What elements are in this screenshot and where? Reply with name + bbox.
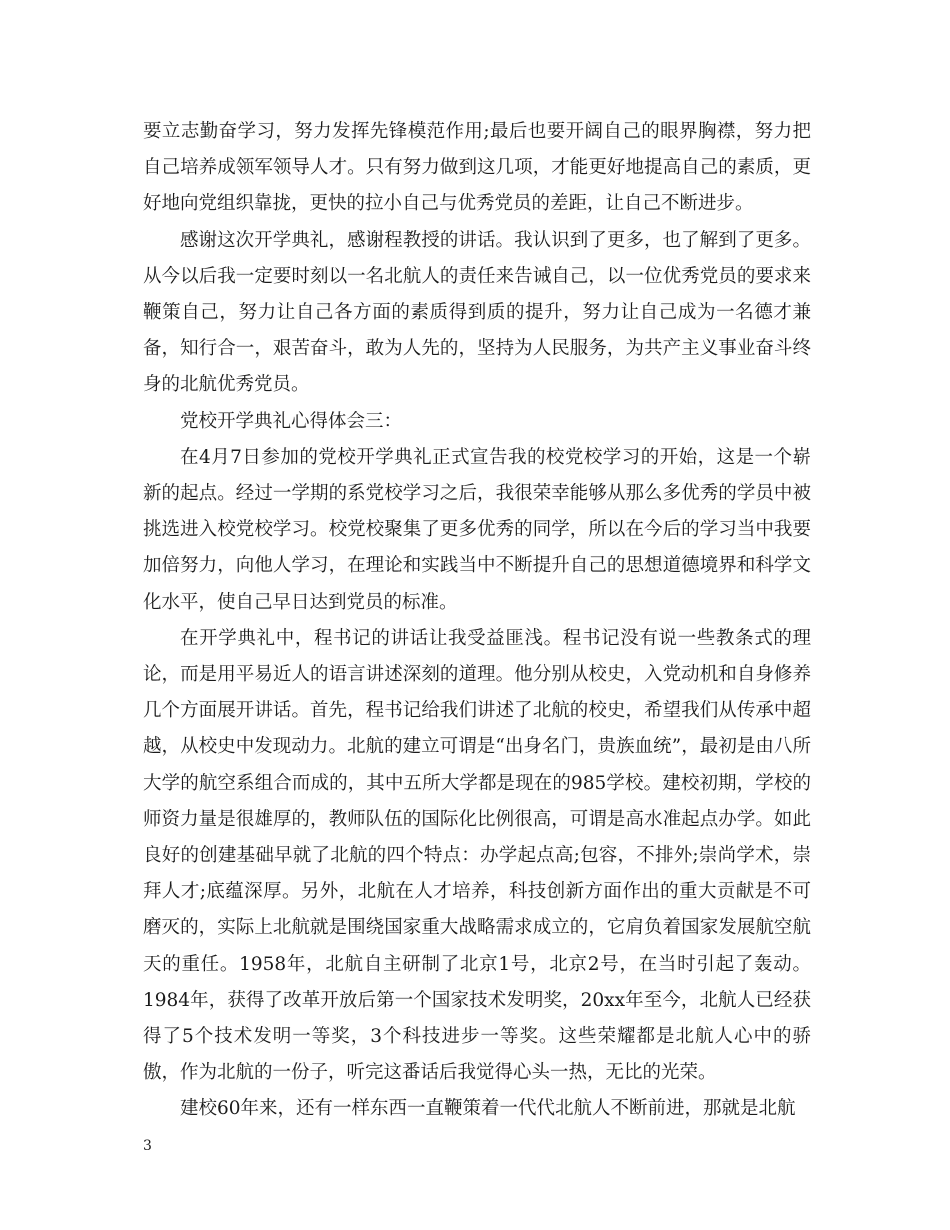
section-heading: 党校开学典礼心得体会三： (180, 410, 403, 432)
paragraph-opening: 在4月7日参加的党校开学典礼正式宣告我的校党校学习的开始，这是一个崭新的起点。经过一学期的系党校学习之后，我很荣幸能够从那么多优秀的学员中被挑选进入校党校学习。校党校聚集了更多优秀的同学，所以在今后的学习当中我要加倍努力，向他人学习，在理论和实践当中不断提升自己的思想道德境界和科学文化水平，使自己早日达到党员的标准。 (143, 446, 811, 613)
paragraph-sixty-years: 建校60年来，还有一样东西一直鞭策着一代代北航人不断前进，那就是北航 (180, 1098, 796, 1120)
paragraph-thanks: 感谢这次开学典礼，感谢程教授的讲话。我认识到了更多，也了解到了更多。从今以后我一定要时刻以一名北航人的责任来告诫自己，以一位优秀党员的要求来鞭策自己，努力让自己各方面的素质得到质的提升，努力让自己成为一名德才兼备，知行合一，艰苦奋斗，敢为人先的，坚持为人民服务，为共产主义事业奋斗终身的北航优秀党员。 (143, 229, 811, 396)
body-text (143, 114, 811, 1128)
page-number: 3 (143, 1138, 152, 1154)
paragraph-speech: 在开学典礼中，程书记的讲话让我受益匪浅。程书记没有说一些教条式的理论，而是用平易近人的语言讲述深刻的道理。他分别从校史，入党动机和自身修养几个方面展开讲话。首先，程书记给我们讲述了北航的校史，希望我们从传承中超越，从校史中发现动力。北航的建立可谓是“出身名门，贵族血统”，最初是由八所大学的航空系组合而成的，其中五所大学都是现在的985学校。建校初期，学校的师资力量是很雄厚的，教师队伍的国际化比例很高，可谓是高水准起点办学。如此良好的创建基础早就了北航的四个特点：办学起点高;包容，不排外;崇尚学术，崇拜人才;底蕴深厚。另外，北航在人才培养，科技创新方面作出的重大贡献是不可磨灭的，实际上北航就是围绕国家重大战略需求成立的，它肩负着国家发展航空航天的重任。1958年，北航自主研制了北京1号，北京2号，在当时引起了轰动。1984年，获得了改革开放后第一个国家技术发明奖，20xx年至今，北航人已经获得了5个技术发明一等奖，3个科技进步一等奖。这些荣耀都是北航人心中的骄傲，作为北航的一份子，听完这番话后我觉得心头一热，无比的光荣。 (143, 627, 811, 1084)
paragraph-continuation: 要立志勤奋学习，努力发挥先锋模范作用;最后也要开阔自己的眼界胸襟，努力把自己培养成领军领导人才。只有努力做到这几项，才能更好地提高自己的素质，更好地向党组织靠拢，更快的拉小自己与优秀党员的差距，让自己不断进步。 (143, 121, 811, 215)
